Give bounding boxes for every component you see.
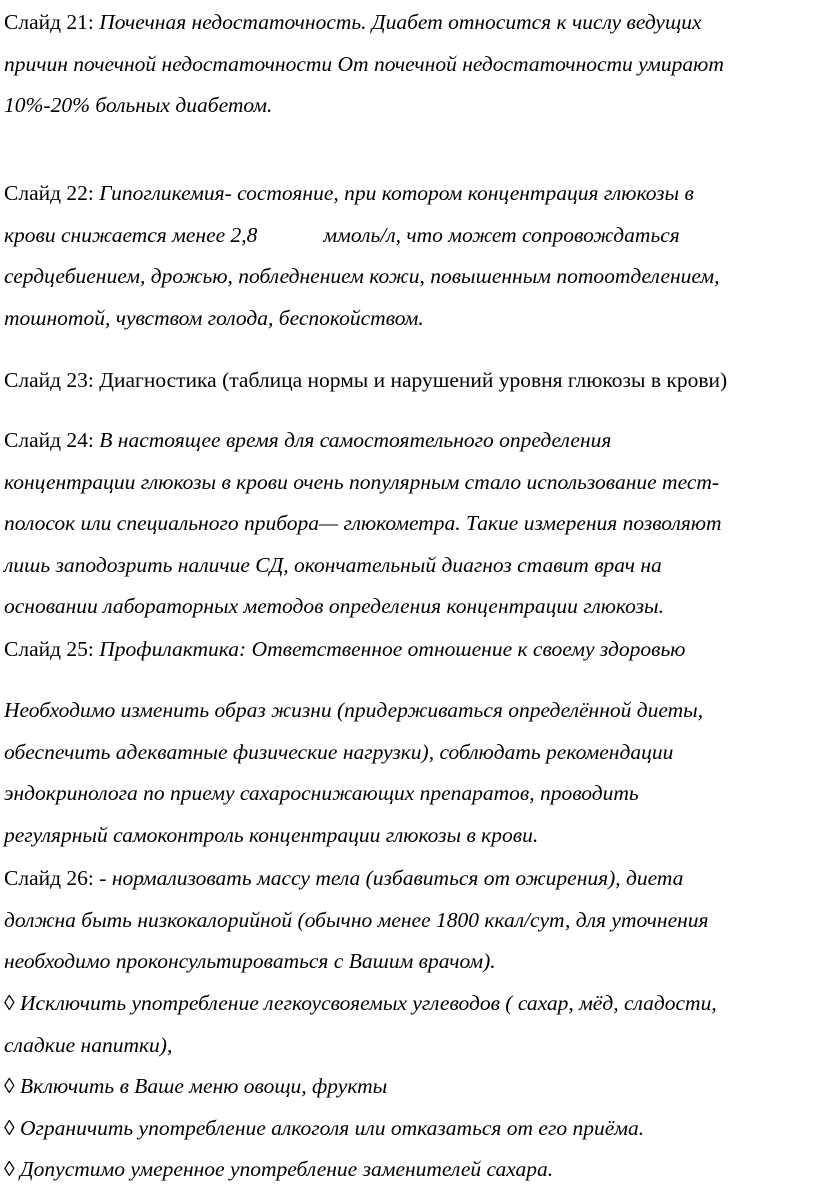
- slide-23-paragraph: [4, 360, 816, 402]
- text-line: лишь заподозрить наличие СД, окончательный диагноз ставит врач на: [4, 552, 662, 577]
- text-line: сердцебиением, дрожью, побледнением кожи, повышенным потоотделением,: [4, 264, 720, 288]
- slide-text: Гипогликемия- состояние, при котором концентрация глюкозы в: [99, 181, 694, 205]
- slide-text: Почечная недостаточность. Диабет относится к числу ведущих: [99, 10, 702, 34]
- slide-label: Слайд 21:: [4, 10, 100, 34]
- list-item: ◊ Ограничить употребление алкоголя или отказаться от его приёма.: [4, 1115, 645, 1140]
- text-line: необходимо проконсультироваться с Вашим врачом).: [4, 949, 496, 973]
- slide-label: Слайд 22:: [4, 181, 100, 205]
- list-item: сладкие напитки),: [4, 1032, 173, 1057]
- list-item: ◊ Допустимо умеренное употребление заменителей сахара.: [4, 1157, 554, 1181]
- slide-25-paragraph: [4, 629, 816, 671]
- slide-label: Слайд 26: -: [4, 866, 112, 890]
- slide-text: ммоль/л, что может сопровождаться: [323, 222, 680, 247]
- slide-text: крови снижается менее 2,8: [4, 222, 258, 247]
- slide-label: Слайд 25:: [4, 637, 100, 661]
- slide-24-paragraph: [4, 420, 816, 628]
- text-line: [4, 215, 816, 257]
- text-line: Необходимо изменить образ жизни (придерживаться определённой диеты,: [4, 698, 704, 722]
- text-line: регулярный самоконтроль концентрации глюкозы в крови.: [4, 822, 539, 847]
- slide-label: Слайд 23: Диагностика (таблица нормы и нарушений уровня глюкозы в крови): [4, 368, 728, 392]
- text-line: [4, 629, 816, 671]
- list-item: ◊ Исключить употребление легкоусвояемых углеводов ( сахар, мёд, сладости,: [4, 991, 717, 1015]
- slide-22-paragraph: [4, 173, 816, 339]
- list-item: ◊ Включить в Ваше меню овощи, фрукты: [4, 1074, 388, 1098]
- prevention-paragraph: [4, 690, 816, 856]
- slide-text: В настоящее время для самостоятельного определения: [99, 428, 612, 452]
- text-line: основании лабораторных методов определения концентрации глюкозы.: [4, 594, 664, 618]
- slide-text: нормализовать массу тела (избавиться от ожирения), диета: [111, 866, 684, 890]
- text-line: концентрации глюкозы в крови очень популярным стало использование тест-: [4, 469, 720, 494]
- text-line: 10%-20% больных диабетом.: [4, 93, 273, 117]
- slide-text: Профилактика: Ответственное отношение к своему здоровью: [99, 637, 686, 661]
- text-line: полосок или специального прибора— глюкометра. Такие измерения позволяют: [4, 511, 722, 535]
- text-line: тошнотой, чувством голода, беспокойством.: [4, 305, 424, 330]
- text-line: [4, 2, 816, 44]
- slide-label: Слайд 24:: [4, 428, 100, 452]
- text-line: должна быть низкокалорийной (обычно менее 1800 ккал/сут, для уточнения: [4, 907, 709, 932]
- text-line: причин почечной недостаточности От почечной недостаточности умирают: [4, 51, 724, 76]
- recommendation-list: [4, 983, 816, 1191]
- text-line: обеспечить адекватные физические нагрузки), соблюдать рекомендации: [4, 739, 674, 764]
- text-line: [4, 173, 816, 215]
- slide-26-paragraph: [4, 858, 816, 983]
- text-line: эндокринолога по приему сахароснижающих препаратов, проводить: [4, 781, 639, 805]
- text-line: [4, 420, 816, 462]
- text-line: [4, 858, 816, 900]
- slide-21-paragraph: [4, 2, 816, 127]
